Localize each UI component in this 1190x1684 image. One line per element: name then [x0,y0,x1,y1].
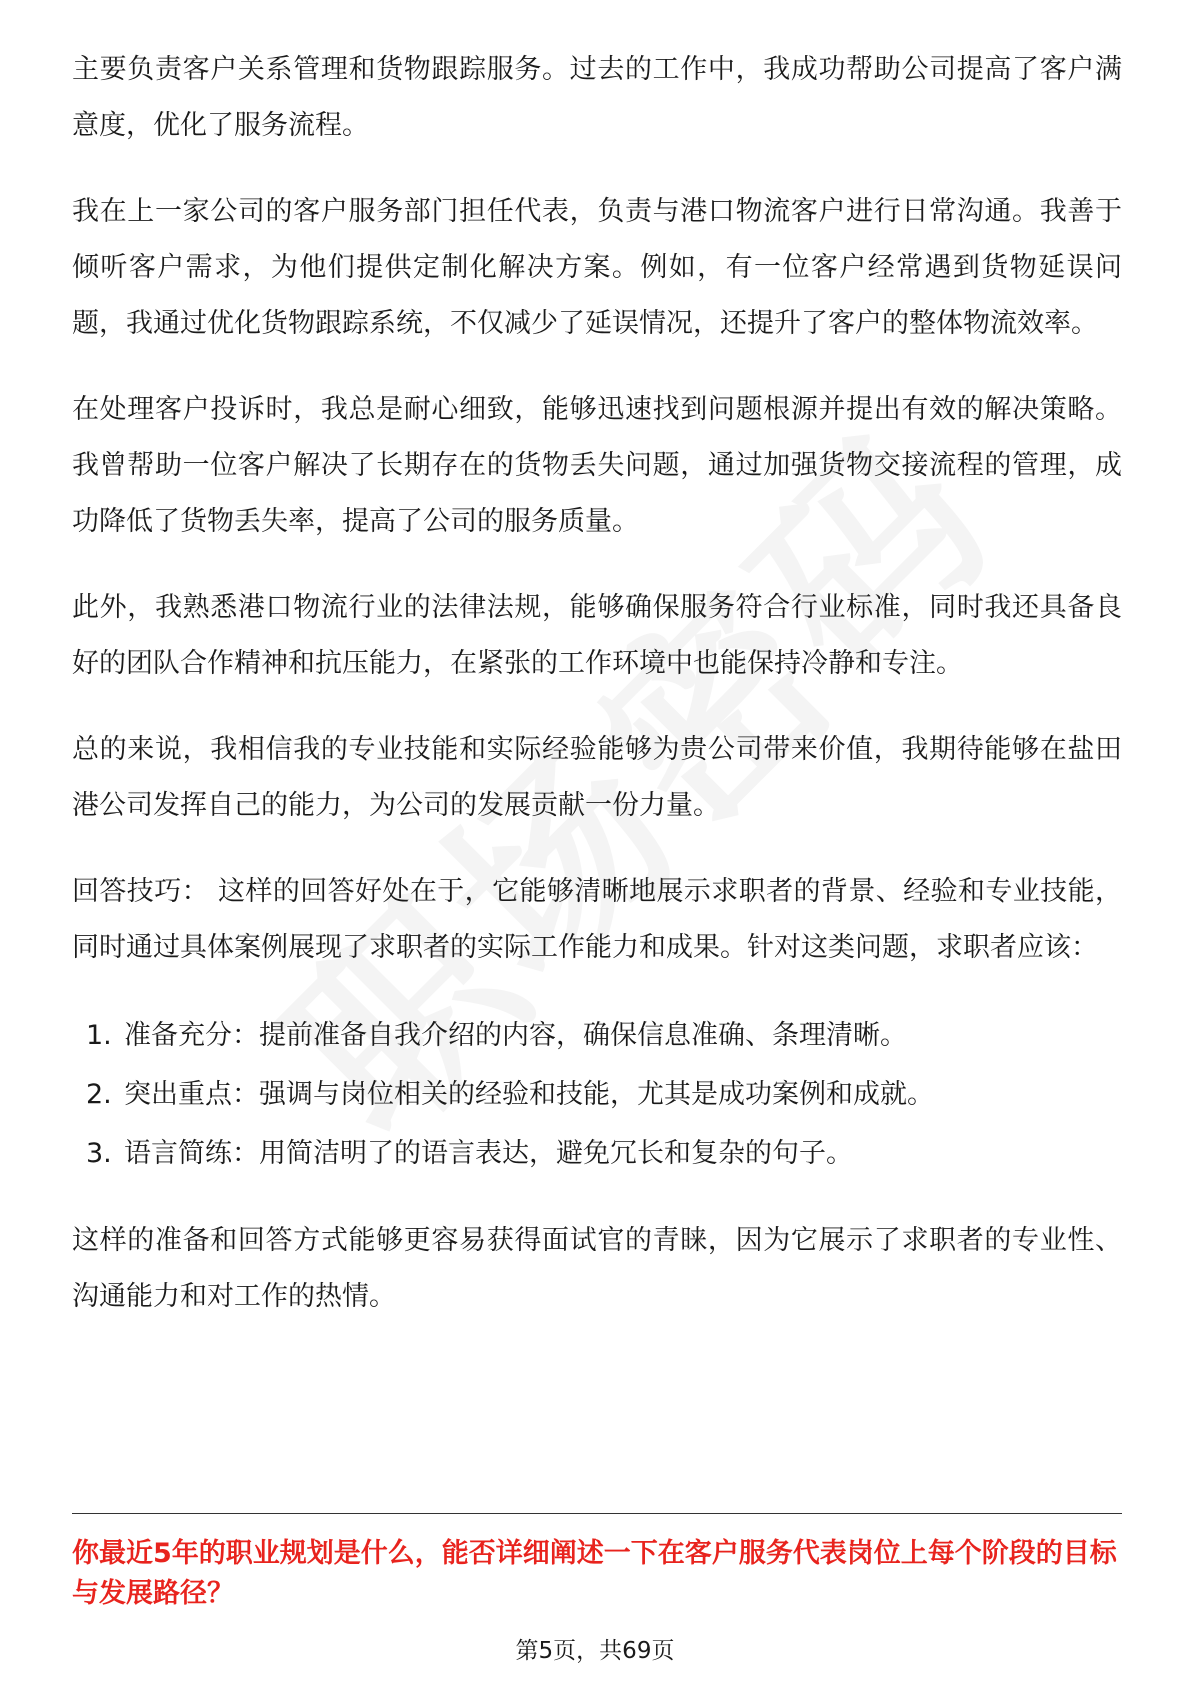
paragraph-skills: 此外，我熟悉港口物流行业的法律法规，能够确保服务符合行业标准，同时我还具备良好的团队合作精神和抗压能力，在紧张的工作环境中也能保持冷静和专注。 [72,592,1122,679]
next-question-heading: 你最近5年的职业规划是什么，能否详细阐述一下在客户服务代表岗位上每个阶段的目标与发展路径？ [72,1538,1117,1609]
paragraph-summary: 总的来说，我相信我的专业技能和实际经验能够为贵公司带来价值，我期待能够在盐田港公司发挥自己的能力，为公司的发展贡献一份力量。 [72,734,1122,821]
list-item-number: 1. [86,1020,112,1051]
paragraph-complaints: 在处理客户投诉时，我总是耐心细致，能够迅速找到问题根源并提出有效的解决策略。我曾帮助一位客户解决了长期存在的货物丢失问题，通过加强货物交接流程的管理，成功降低了货物丢失率，提高了公司的服务质量。 [72,394,1122,537]
paragraph-closing: 这样的准备和回答方式能够更容易获得面试官的青睐，因为它展示了求职者的专业性、沟通能力和对工作的热情。 [72,1225,1122,1312]
section-divider [72,1513,1122,1514]
list-item [72,1065,1122,1124]
list-item-number: 2. [86,1079,112,1110]
tips-list [72,1006,1122,1183]
list-item-text: 语言简练：用简洁明了的语言表达，避免冗长和复杂的句子。 [124,1138,853,1169]
page-number-footer: 第5页，共69页 [515,1638,675,1664]
list-item-text: 突出重点：强调与岗位相关的经验和技能，尤其是成功案例和成就。 [124,1079,934,1110]
list-item [72,1124,1122,1183]
list-item-number: 3. [86,1138,112,1169]
paragraph-answer-tips: 回答技巧： 这样的回答好处在于，它能够清晰地展示求职者的背景、经验和专业技能，同时通过具体案例展现了求职者的实际工作能力和成果。针对这类问题，求职者应该： [72,876,1122,963]
page-content [72,42,1122,1355]
list-item [72,1006,1122,1065]
list-item-text: 准备充分：提前准备自我介绍的内容，确保信息准确、条理清晰。 [124,1020,907,1051]
paragraph-intro: 主要负责客户关系管理和货物跟踪服务。过去的工作中，我成功帮助公司提高了客户满意度，优化了服务流程。 [72,54,1122,141]
paragraph-experience: 我在上一家公司的客户服务部门担任代表，负责与港口物流客户进行日常沟通。我善于倾听客户需求，为他们提供定制化解决方案。例如，有一位客户经常遇到货物延误问题，我通过优化货物跟踪系统，不仅减少了延误情况，还提升了客户的整体物流效率。 [72,196,1122,339]
